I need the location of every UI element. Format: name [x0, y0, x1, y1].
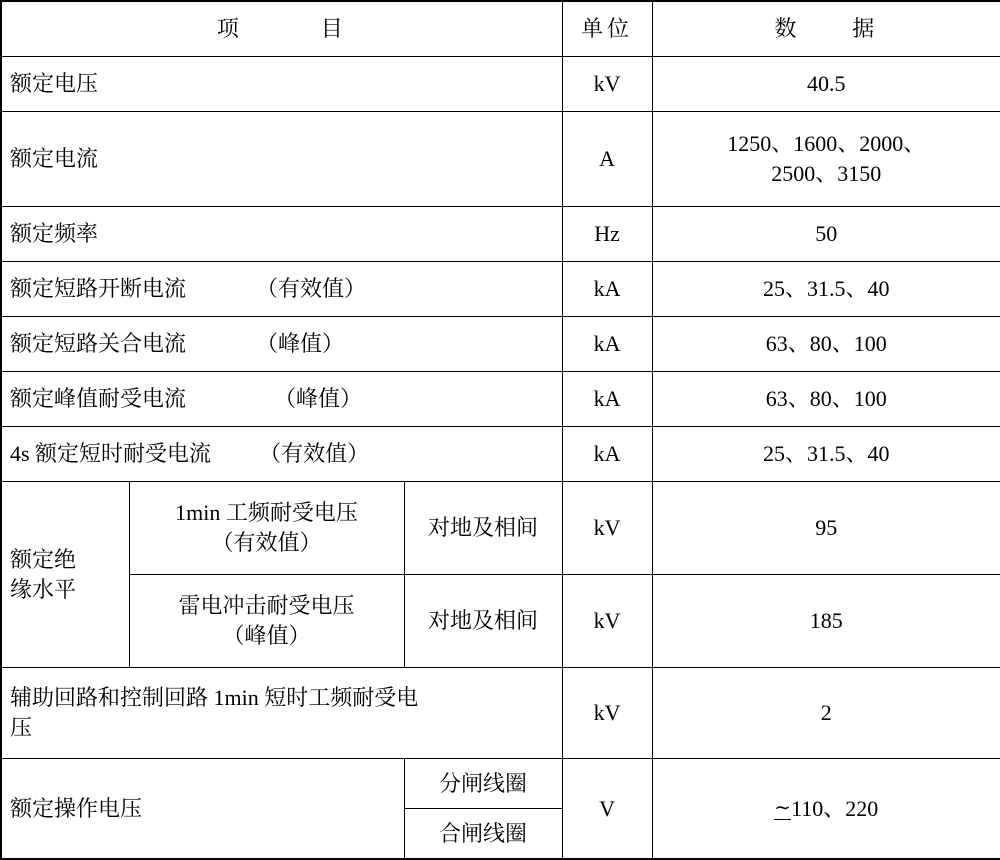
row-data: 50 [652, 207, 1000, 262]
table-row [1, 112, 1000, 207]
aux-circuit-line2: 压 [10, 715, 33, 740]
row-data: 63、80、100 [652, 317, 1000, 372]
table-row [1, 668, 1000, 759]
row-item-note: （有效值） [256, 276, 367, 302]
row-item-note: （有效值） [259, 441, 370, 467]
insulation-label-line2: 缘水平 [10, 576, 77, 602]
row-unit: Hz [562, 207, 652, 262]
row-item-label: 额定短路开断电流 [10, 276, 187, 302]
table-row [1, 207, 1000, 262]
insulation-sub-unit: kV [562, 482, 652, 575]
row-unit: kA [562, 262, 652, 317]
table-row [1, 575, 1000, 668]
operating-voltage-label: 额定操作电压 [1, 759, 404, 860]
row-unit: A [562, 112, 652, 207]
insulation-sub-scope: 对地及相间 [404, 482, 562, 575]
insulation-sub-name-line1: 1min 工频耐受电压 [175, 500, 358, 526]
aux-circuit-label [1, 668, 562, 759]
table-row [1, 372, 1000, 427]
row-item-label: 额定电压 [1, 57, 562, 112]
row-unit: kV [562, 57, 652, 112]
row-data-line2: 2500、3150 [771, 161, 882, 186]
row-data [652, 112, 1000, 207]
operating-voltage-unit: V [562, 759, 652, 860]
aux-circuit-unit: kV [562, 668, 652, 759]
row-unit: kA [562, 427, 652, 482]
row-data: 25、31.5、40 [652, 427, 1000, 482]
row-data: 25、31.5、40 [652, 262, 1000, 317]
operating-voltage-value: 110、220 [791, 795, 879, 821]
table-row [1, 317, 1000, 372]
insulation-sub-name [129, 575, 404, 668]
row-item-label: 额定电流 [1, 112, 562, 207]
header-data: 数 据 [652, 1, 1000, 57]
insulation-level-label [1, 482, 129, 668]
row-item-note: （峰值） [274, 386, 363, 412]
row-item-cell [1, 427, 562, 482]
row-unit: kA [562, 372, 652, 427]
operating-voltage-coil: 分闸线圈 [404, 759, 562, 809]
row-item-cell [1, 317, 562, 372]
row-item-cell [1, 262, 562, 317]
ac-symbol: ∼ [774, 795, 791, 822]
row-item-label: 额定短路关合电流 [10, 331, 187, 357]
table-row [1, 482, 1000, 575]
header-unit: 单位 [562, 1, 652, 57]
operating-voltage-coil: 合闸线圈 [404, 809, 562, 860]
operating-voltage-data [652, 759, 1000, 860]
insulation-sub-data: 185 [652, 575, 1000, 668]
insulation-sub-name [129, 482, 404, 575]
table-row [1, 759, 1000, 809]
row-item-label: 额定峰值耐受电流 [10, 386, 187, 412]
row-item-label: 4s 额定短时耐受电流 [10, 441, 212, 467]
insulation-sub-unit: kV [562, 575, 652, 668]
insulation-sub-data: 95 [652, 482, 1000, 575]
row-item-note: （峰值） [256, 331, 345, 357]
row-item-label: 额定频率 [1, 207, 562, 262]
row-item-cell [1, 372, 562, 427]
row-data: 40.5 [652, 57, 1000, 112]
header-item: 项 目 [1, 1, 562, 57]
aux-circuit-line1: 辅助回路和控制回路 1min 短时工频耐受电 [10, 685, 419, 711]
insulation-sub-scope: 对地及相间 [404, 575, 562, 668]
row-unit: kA [562, 317, 652, 372]
table-row [1, 427, 1000, 482]
row-data-line1: 1250、1600、2000、 [727, 131, 926, 157]
table-row [1, 262, 1000, 317]
table-row [1, 57, 1000, 112]
table-header-row [1, 1, 1000, 57]
insulation-label-line1: 额定绝 [10, 546, 77, 572]
row-data: 63、80、100 [652, 372, 1000, 427]
insulation-sub-name-line2: （峰值） [222, 623, 311, 648]
insulation-sub-name-line1: 雷电冲击耐受电压 [178, 593, 355, 619]
aux-circuit-data: 2 [652, 668, 1000, 759]
insulation-sub-name-line2: （有效值） [211, 530, 322, 555]
